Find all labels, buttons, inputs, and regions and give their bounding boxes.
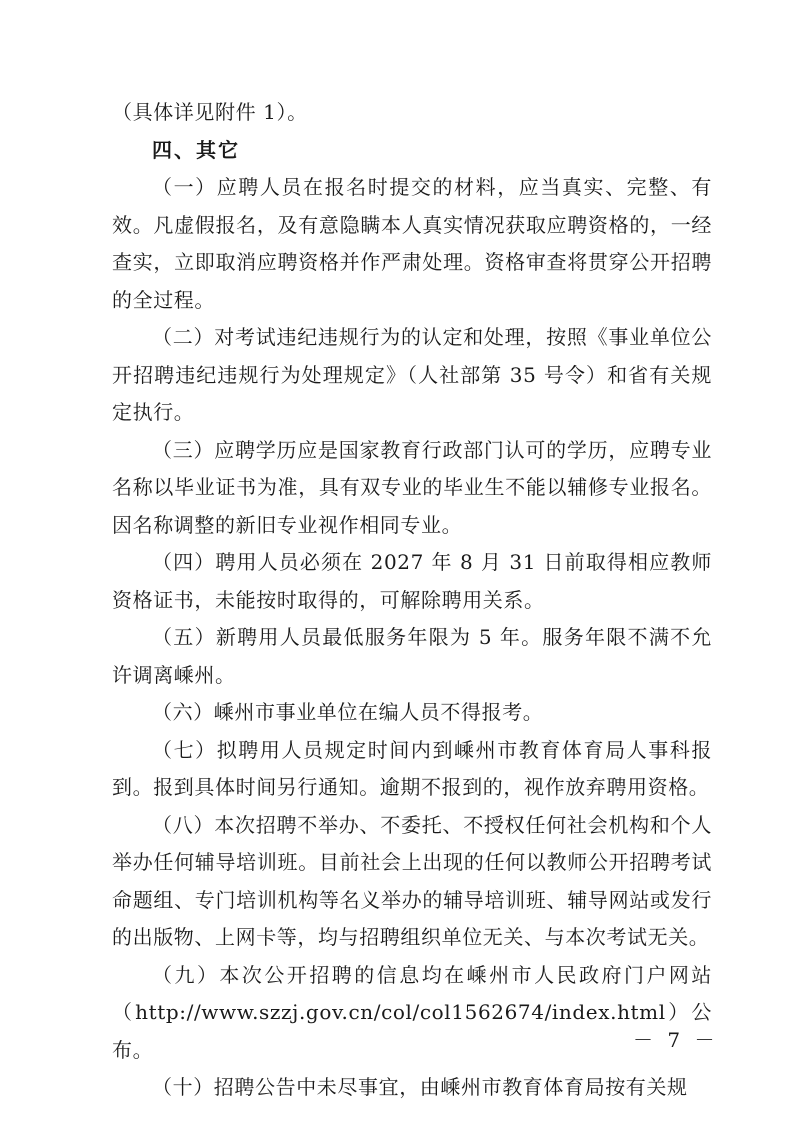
- paragraph-item-4: （四）聘用人员必须在 2027 年 8 月 31 日前取得相应教师资格证书，未能按时取得的，可解除聘用关系。: [112, 550, 712, 612]
- paragraph-item-2: （二）对考试违纪违规行为的认定和处理，按照《事业单位公开招聘违纪违规行为处理规定》（人社部第 35 号令）和省有关规定执行。: [112, 325, 712, 424]
- document-body: [112, 94, 712, 1107]
- paragraph-item-7: （七）拟聘用人员规定时间内到嵊州市教育体育局人事科报到。报到具体时间另行通知。逾期不报到的，视作放弃聘用资格。: [112, 737, 712, 799]
- page-number: － 7 －: [633, 1028, 719, 1052]
- paragraph-item-1: （一）应聘人员在报名时提交的材料，应当真实、完整、有效。凡虚假报名，及有意隐瞒本人真实情况获取应聘资格的，一经查实，立即取消应聘资格并作严肃处理。资格审查将贯穿公开招聘的全过程。: [112, 175, 712, 312]
- paragraph-item-8: （八）本次招聘不举办、不委托、不授权任何社会机构和个人举办任何辅导培训班。目前社会上出现的任何以教师公开招聘考试命题组、专门培训机构等名义举办的辅导培训班、辅导网站或发行的出版物、上网卡等，均与招聘组织单位无关、与本次考试无关。: [112, 812, 712, 949]
- paragraph-attachment-reference: （具体详见附件 1）。: [112, 100, 308, 124]
- paragraph-item-9: （九）本次公开招聘的信息均在嵊州市人民政府门户网站（http://www.szzj.gov.cn/col/col1562674/index.html）公布。: [112, 962, 712, 1062]
- paragraph-item-6: （六）嵊州市事业单位在编人员不得报考。: [152, 700, 544, 724]
- paragraph-item-3: （三）应聘学历应是国家教育行政部门认可的学历，应聘专业名称以毕业证书为准，具有双专业的毕业生不能以辅修专业报名。因名称调整的新旧专业视作相同专业。: [112, 437, 712, 537]
- section-heading-other: 四、其它: [152, 137, 240, 162]
- paragraph-item-10: （十）招聘公告中未尽事宜，由嵊州市教育体育局按有关规: [152, 1075, 688, 1099]
- paragraph-item-5: （五）新聘用人员最低服务年限为 5 年。服务年限不满不允许调离嵊州。: [112, 625, 712, 687]
